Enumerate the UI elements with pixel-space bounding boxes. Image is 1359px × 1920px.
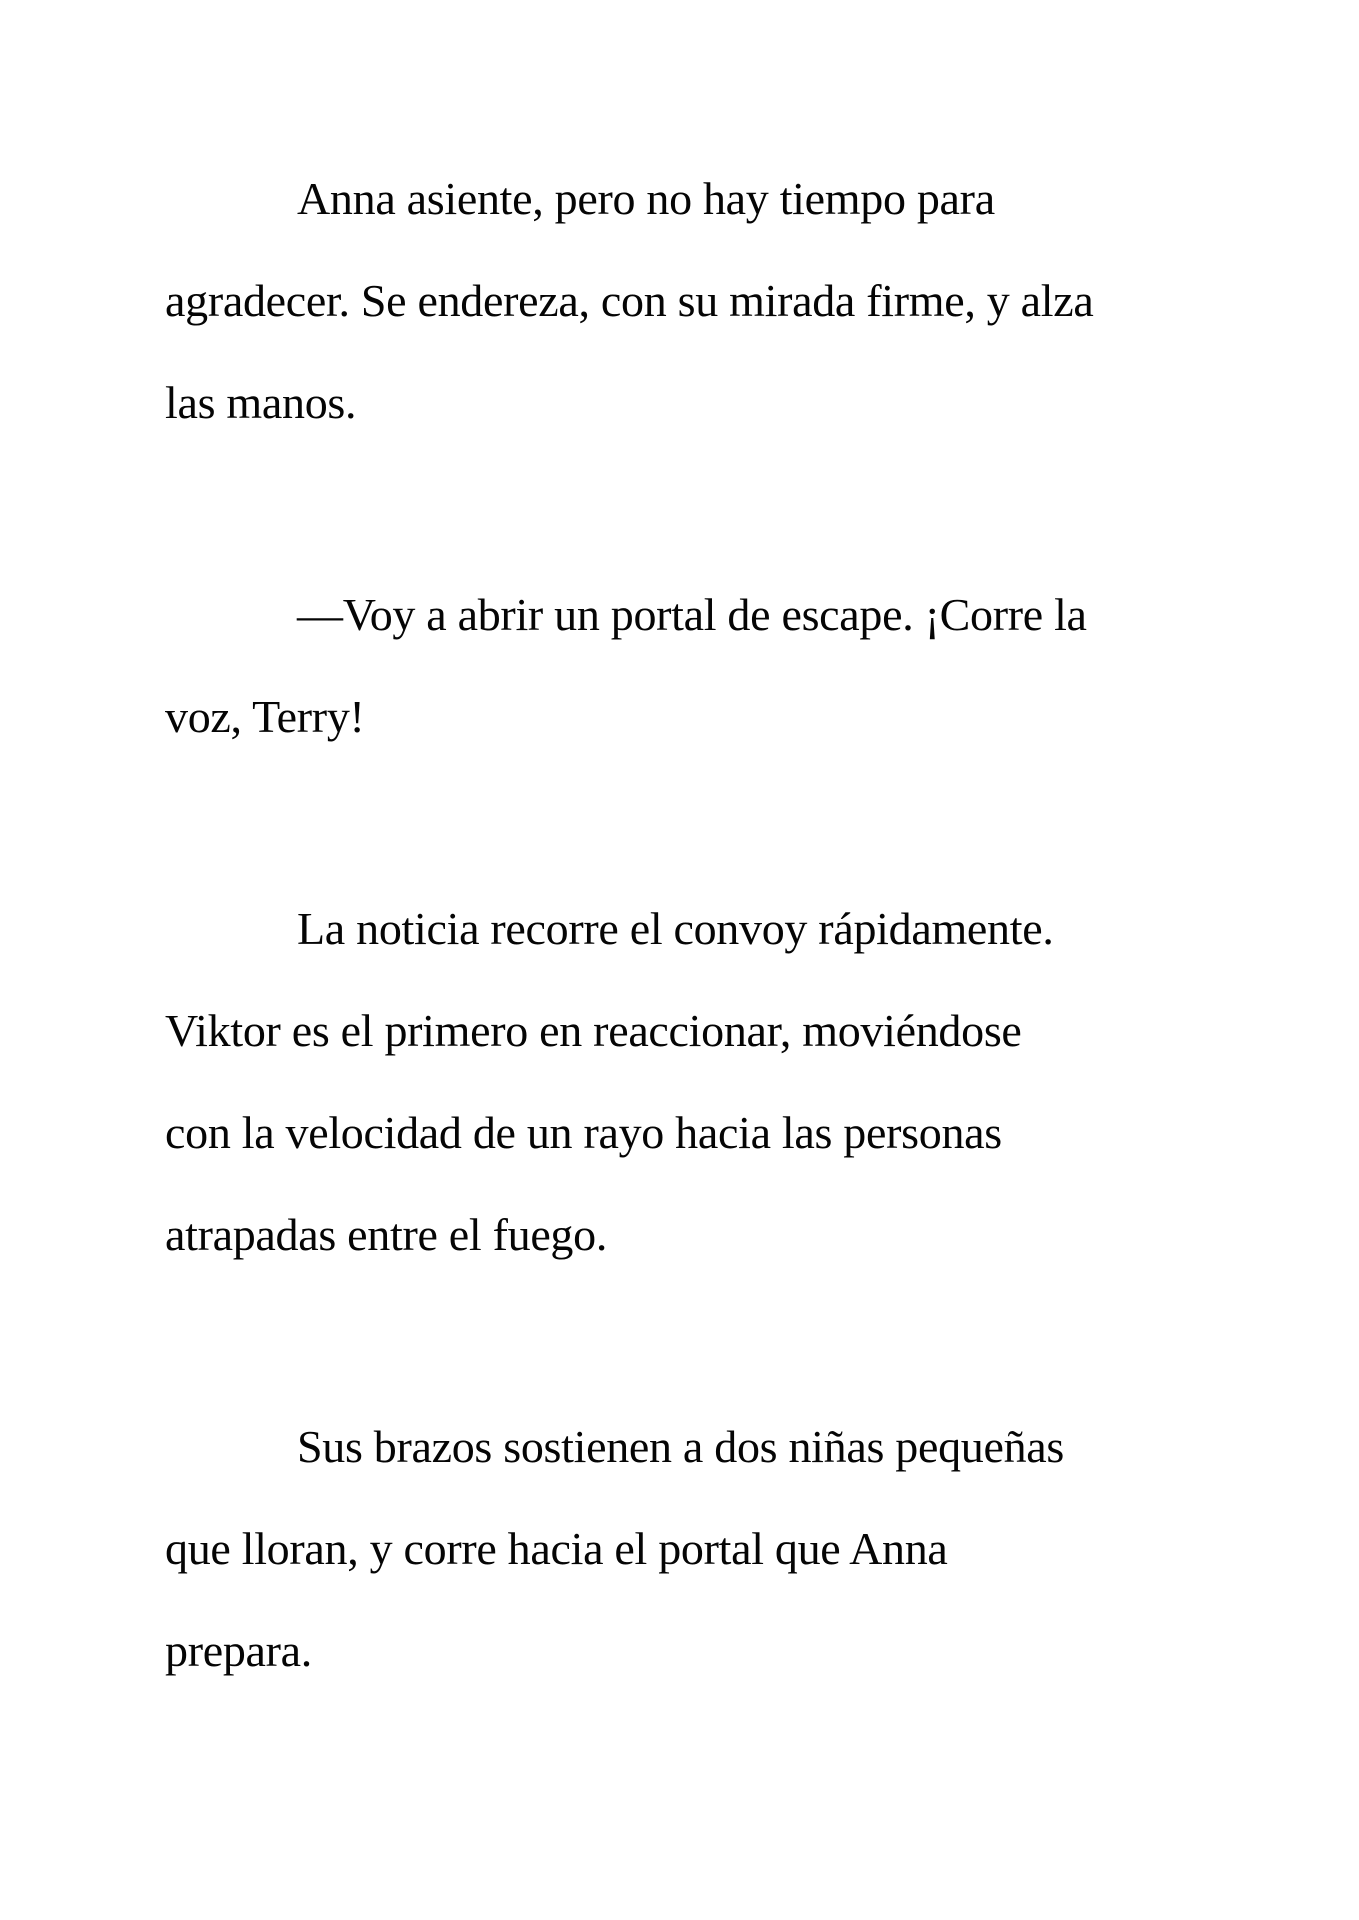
text-line: —Voy a abrir un portal de escape. ¡Corre la	[297, 589, 1087, 640]
text-line: prepara.	[165, 1625, 312, 1676]
text-line: Anna asiente, pero no hay tiempo para	[297, 173, 995, 224]
paragraph	[165, 148, 1199, 454]
paragraph	[165, 878, 1199, 1286]
text-line: Viktor es el primero en reaccionar, moviéndose	[165, 1005, 1022, 1056]
text-line: voz, Terry!	[165, 691, 365, 742]
text-line: La noticia recorre el convoy rápidamente.	[297, 903, 1054, 954]
paragraph	[165, 1396, 1199, 1702]
text-line: atrapadas entre el fuego.	[165, 1209, 608, 1260]
paragraph	[165, 564, 1199, 768]
text-line: las manos.	[165, 377, 357, 428]
text-line: con la velocidad de un rayo hacia las personas	[165, 1107, 1002, 1158]
text-line: agradecer. Se endereza, con su mirada firme, y alza	[165, 275, 1094, 326]
text-line: que lloran, y corre hacia el portal que Anna	[165, 1523, 948, 1574]
text-line: Sus brazos sostienen a dos niñas pequeñas	[297, 1421, 1065, 1472]
